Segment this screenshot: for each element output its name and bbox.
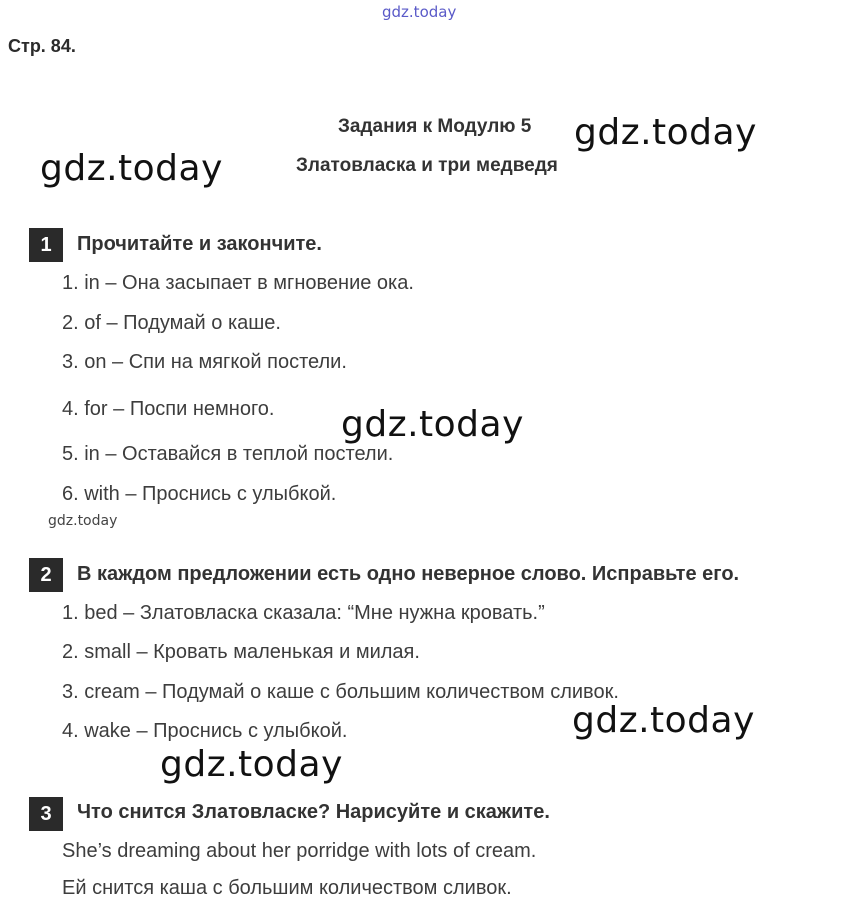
task-number-badge: 3 [29, 797, 63, 831]
page-number: Стр. 84. [8, 36, 76, 56]
answer-line: 1. bed – Златовласка сказала: “Мне нужна кровать.” [62, 602, 545, 624]
task-title: В каждом предложении есть одно неверное слово. Исправьте его. [77, 563, 740, 585]
answer-line: Ей снится каша с большим количеством сливок. [62, 877, 512, 899]
watermark-left: gdz.today [40, 148, 223, 189]
task-title: Прочитайте и закончите. [77, 233, 322, 255]
watermark-top: gdz.today [382, 3, 457, 21]
answer-line: 6. with – Проснись с улыбкой. [62, 483, 337, 505]
task-number-badge: 2 [29, 558, 63, 592]
answer-line: 2. of – Подумай о каше. [62, 312, 281, 334]
task-number-badge: 1 [29, 228, 63, 262]
watermark-center: gdz.today [341, 404, 524, 445]
task-title: Что снится Златовласке? Нарисуйте и скажите. [77, 801, 550, 823]
answer-line: 1. in – Она засыпает в мгновение ока. [62, 272, 414, 294]
story-title: Златовласка и три медведя [296, 155, 558, 176]
answer-line: 2. small – Кровать маленькая и милая. [62, 641, 420, 663]
watermark-lower-right: gdz.today [572, 700, 755, 741]
watermark-right: gdz.today [574, 112, 757, 153]
watermark-small: gdz.today [48, 513, 118, 529]
watermark-lower-left: gdz.today [160, 744, 343, 785]
answer-line: 5. in – Оставайся в теплой постели. [62, 443, 394, 465]
answer-line: 4. wake – Проснись с улыбкой. [62, 720, 348, 742]
module-title: Задания к Модулю 5 [338, 116, 532, 137]
answer-line: 3. cream – Подумай о каше с большим количеством сливок. [62, 681, 619, 703]
answer-line: 3. on – Спи на мягкой постели. [62, 351, 347, 373]
answer-line: 4. for – Поспи немного. [62, 398, 275, 420]
answer-line: She’s dreaming about her porridge with lots of cream. [62, 840, 537, 862]
